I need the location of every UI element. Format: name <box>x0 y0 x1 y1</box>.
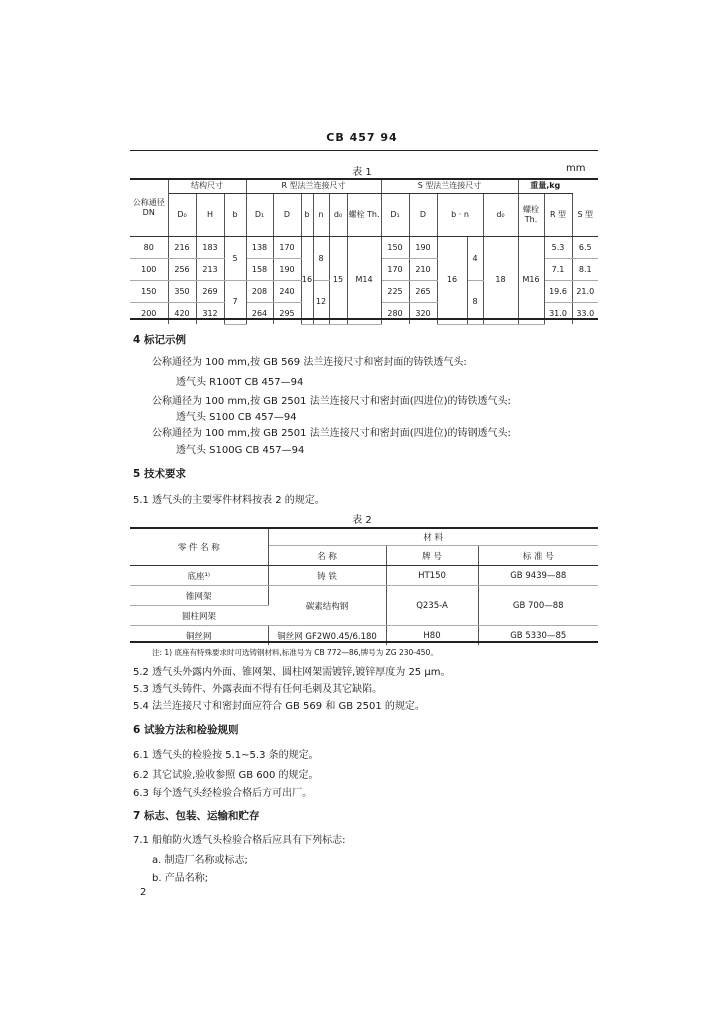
cell: 5.3 <box>544 237 572 259</box>
sub-head: 螺栓 Th. <box>518 194 544 237</box>
table1 <box>130 178 598 325</box>
cell: 170 <box>381 259 409 281</box>
cell: 240 <box>273 281 301 303</box>
cell: 269 <box>196 281 224 303</box>
cell: 216 <box>168 237 196 259</box>
cell: 7 <box>224 281 246 325</box>
cell: 19.6 <box>544 281 572 303</box>
sub-head: S 型 <box>572 194 598 237</box>
clause-5-1: 5.1 透气头的主要零件材料按表 2 的规定。 <box>133 495 325 506</box>
clause-6-1: 6.1 透气头的检验按 5.1~5.3 条的规定。 <box>133 750 319 761</box>
sub-head: 螺栓 Th. <box>347 194 381 237</box>
example: 透气头 S100G CB 457—94 <box>176 445 305 456</box>
paragraph: 公称通径为 100 mm,按 GB 2501 法兰连接尺寸和密封面(四进位)的铸钢透气头: <box>152 428 511 439</box>
cell: 33.0 <box>576 308 595 318</box>
clause-5-4: 5.4 法兰连接尺寸和密封面应符合 GB 569 和 GB 2501 的规定。 <box>133 701 425 712</box>
cell: Q235-A <box>386 586 478 626</box>
cell: 15 <box>329 237 347 325</box>
sub-head: b · n <box>437 194 483 237</box>
cell: 铸 铁 <box>268 566 386 586</box>
sub-head: D₁ <box>381 194 409 237</box>
cell: M16 <box>518 237 544 325</box>
cell: 138 <box>246 237 273 259</box>
cell: 18 <box>483 237 518 325</box>
cell: 铜丝网 GF2W0.45/6.180 <box>268 626 386 646</box>
col-head-grade: 牌 号 <box>386 546 478 566</box>
section-6-title: 6 试验方法和检验规则 <box>133 724 239 736</box>
table1-caption: 表 1 <box>352 167 372 178</box>
cell: 锥网架 <box>130 586 268 606</box>
sub-head: D <box>409 194 437 237</box>
group-head-r: R 型法兰连接尺寸 <box>246 179 381 194</box>
cell: 7.1 <box>544 259 572 281</box>
cell: 312 <box>196 303 224 325</box>
section-5-title: 5 技术要求 <box>133 468 186 480</box>
list-item: b. 产品名称; <box>152 873 209 884</box>
cell: 4 <box>467 237 483 281</box>
cell: 21.0 <box>572 281 598 303</box>
cell: 铜丝网 <box>130 626 268 646</box>
col-head-dn: 公称通径 DN <box>130 179 168 237</box>
cell: 80 <box>130 237 168 259</box>
cell: HT150 <box>386 566 478 586</box>
table2-note: 注: 1) 底座有特殊要求时可选铸钢材料,标准号为 CB 772—86,牌号为 ZG 230-450。 <box>152 648 438 657</box>
clause-5-3: 5.3 透气头铸件、外露表面不得有任何毛刺及其它缺陷。 <box>133 684 383 695</box>
cell: 208 <box>246 281 273 303</box>
cell: 280 <box>381 303 409 325</box>
table-row <box>130 237 598 259</box>
cell: 190 <box>409 237 437 259</box>
sub-head: D₁ <box>246 194 273 237</box>
paragraph: 公称通径为 100 mm,按 GB 2501 法兰连接尺寸和密封面(四进位)的铸铁透气头: <box>152 396 511 407</box>
cell: H80 <box>386 626 478 646</box>
col-head-name: 名 称 <box>268 546 386 566</box>
cell: 8.1 <box>572 259 598 281</box>
col-head-part: 零 件 名 称 <box>130 528 268 566</box>
sub-head: R 型 <box>544 194 572 237</box>
cell: 8 <box>467 281 483 325</box>
table2 <box>130 527 598 645</box>
cell: 158 <box>246 259 273 281</box>
paragraph: 公称通径为 100 mm,按 GB 569 法兰连接尺寸和密封面的铸铁透气头: <box>152 357 467 368</box>
sub-head: d₀ <box>483 194 518 237</box>
clause-5-2: 5.2 透气头外露内外面、锥网架、圆柱网架需镀锌,镀锌厚度为 25 μm。 <box>133 667 451 678</box>
sub-head: b <box>224 194 246 237</box>
cell: 265 <box>409 281 437 303</box>
sub-head: d₀ <box>329 194 347 237</box>
cell: 16 <box>301 237 313 325</box>
cell: 256 <box>168 259 196 281</box>
cell: 200 <box>130 303 168 325</box>
cell: 6.5 <box>572 237 598 259</box>
cell: 225 <box>381 281 409 303</box>
cell: 31.0 <box>544 303 572 325</box>
cell: 213 <box>196 259 224 281</box>
table-row <box>130 566 598 586</box>
page-number: 2 <box>140 887 147 898</box>
cell: 底座¹⁾ <box>130 566 268 586</box>
document-code: CB 457 94 <box>326 131 398 144</box>
table1-unit: mm <box>566 163 586 174</box>
cell: GB 5330—85 <box>510 630 567 641</box>
sub-head: D <box>273 194 301 237</box>
cell: 320 <box>409 303 437 325</box>
cell: 5 <box>224 237 246 281</box>
cell: 100 <box>130 259 168 281</box>
cell: GB 9439—88 <box>478 566 598 586</box>
col-head-std: 标 准 号 <box>478 546 598 566</box>
cell: GB 700—88 <box>478 586 598 626</box>
col-head-material: 材 料 <box>268 528 598 546</box>
cell: 295 <box>273 303 301 325</box>
cell: 190 <box>273 259 301 281</box>
group-head-s: S 型法兰连接尺寸 <box>381 179 518 194</box>
cell: 8 <box>313 237 329 281</box>
cell: 碳素结构钢 <box>268 586 386 626</box>
section-7-title: 7 标志、包装、运输和贮存 <box>133 810 260 822</box>
cell: 12 <box>313 281 329 325</box>
cell: M14 <box>347 237 381 325</box>
header-rule <box>130 150 598 151</box>
table2-caption: 表 2 <box>352 515 372 526</box>
cell: 264 <box>246 303 273 325</box>
clause-7-1: 7.1 船舶防火透气头检验合格后应具有下列标志: <box>133 835 346 846</box>
cell: 圆柱网架 <box>130 606 268 626</box>
sub-head: D₀ <box>168 194 196 237</box>
cell: 210 <box>409 259 437 281</box>
cell: 150 <box>381 237 409 259</box>
clause-6-3: 6.3 每个透气头经检验合格后方可出厂。 <box>133 788 313 799</box>
sub-head: b <box>301 194 313 237</box>
table-row <box>130 586 598 606</box>
group-head-struct: 结构尺寸 <box>168 179 246 194</box>
cell: 16 <box>437 237 467 325</box>
section-4-title: 4 标记示例 <box>133 334 186 346</box>
sub-head: n <box>313 194 329 237</box>
cell: 183 <box>196 237 224 259</box>
clause-6-2: 6.2 其它试验,验收参照 GB 600 的规定。 <box>133 770 319 781</box>
list-item: a. 制造厂名称或标志; <box>152 855 248 866</box>
example: 透气头 R100T CB 457—94 <box>176 377 304 388</box>
cell: 350 <box>168 281 196 303</box>
sub-head: H <box>196 194 224 237</box>
cell: 420 <box>168 303 196 325</box>
example: 透气头 S100 CB 457—94 <box>176 412 297 423</box>
group-head-weight: 重量,kg <box>518 179 572 194</box>
cell: 170 <box>273 237 301 259</box>
cell: 150 <box>130 281 168 303</box>
